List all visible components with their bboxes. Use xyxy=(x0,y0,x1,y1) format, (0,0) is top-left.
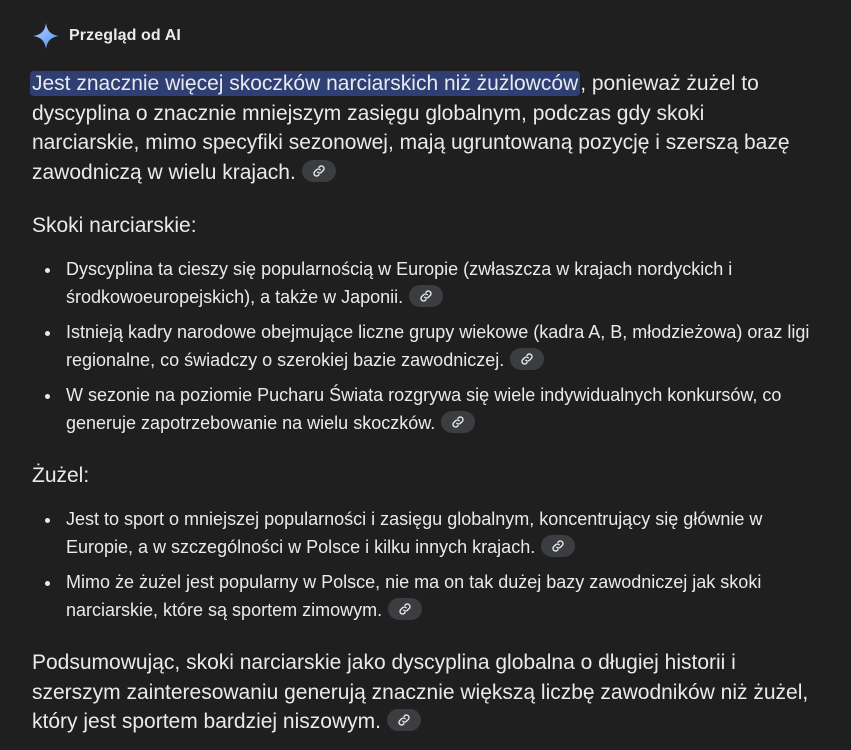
list-item-text: Dyscyplina ta cieszy się popularnością w Europie (zwłaszcza w krajach nordyckich i środkowoeuropejskich), a także w Japonii. xyxy=(66,259,733,307)
intro-text: , ponieważ żużel to dyscyplina o znacznie mniejszym zasięgu globalnym, podczas gdy skoki narciarskie, mimo specyfiki sezonowej, mają ugruntowaną pozycję i szerszą bazę zawodniczą w wielu krajach. xyxy=(32,72,790,184)
ai-overview-header xyxy=(32,22,181,50)
list-item xyxy=(32,506,822,561)
list-item xyxy=(32,382,822,437)
source-link-button[interactable] xyxy=(387,709,421,731)
speedway-list xyxy=(32,506,822,632)
section-title-ski-jumping: Skoki narciarskie: xyxy=(32,214,197,237)
list-item xyxy=(32,256,822,311)
highlighted-answer: Jest znacznie więcej skoczków narciarskich niż żużlowców xyxy=(32,72,579,95)
source-link-button[interactable] xyxy=(302,160,336,182)
source-link-button[interactable] xyxy=(441,411,475,433)
list-item xyxy=(32,569,822,624)
list-item-text: Istnieją kadry narodowe obejmujące liczne grupy wiekowe (kadra A, B, młodzieżowa) oraz ligi regionalne, co świadczy o szerokiej bazie zawodniczej. xyxy=(66,322,810,370)
list-item-text: Jest to sport o mniejszej popularności i zasięgu globalnym, koncentrujący się głównie w Europie, a w szczególności w Polsce i kilku innych krajach. xyxy=(66,509,763,557)
list-item-text: W sezonie na poziomie Pucharu Świata rozgrywa się wiele indywidualnych konkursów, co generuje zapotrzebowanie na wielu skoczków. xyxy=(66,385,782,433)
intro-paragraph xyxy=(32,69,812,187)
section-title-speedway: Żużel: xyxy=(32,464,90,487)
summary-paragraph xyxy=(32,648,812,737)
list-item-text: Mimo że żużel jest popularny w Polsce, nie ma on tak dużej bazy zawodniczej jak skoki narciarskie, które są sportem zimowym. xyxy=(66,572,762,620)
summary-text: Podsumowując, skoki narciarskie jako dyscyplina globalna o długiej historii i szerszym zainteresowaniu generują znacznie większą liczbę zawodników niż żużel, który jest sportem bardziej niszowym. xyxy=(32,651,809,733)
link-icon xyxy=(451,415,465,429)
link-icon xyxy=(551,539,565,553)
source-link-button[interactable] xyxy=(510,348,544,370)
link-icon xyxy=(312,164,326,178)
source-link-button[interactable] xyxy=(409,285,443,307)
list-item xyxy=(32,319,822,374)
ski-jumping-list xyxy=(32,256,822,445)
sparkle-icon xyxy=(32,22,60,50)
ai-overview-title: Przegląd od AI xyxy=(69,27,181,44)
link-icon xyxy=(397,713,411,727)
link-icon xyxy=(398,602,412,616)
link-icon xyxy=(520,352,534,366)
link-icon xyxy=(419,289,433,303)
source-link-button[interactable] xyxy=(541,535,575,557)
source-link-button[interactable] xyxy=(388,598,422,620)
